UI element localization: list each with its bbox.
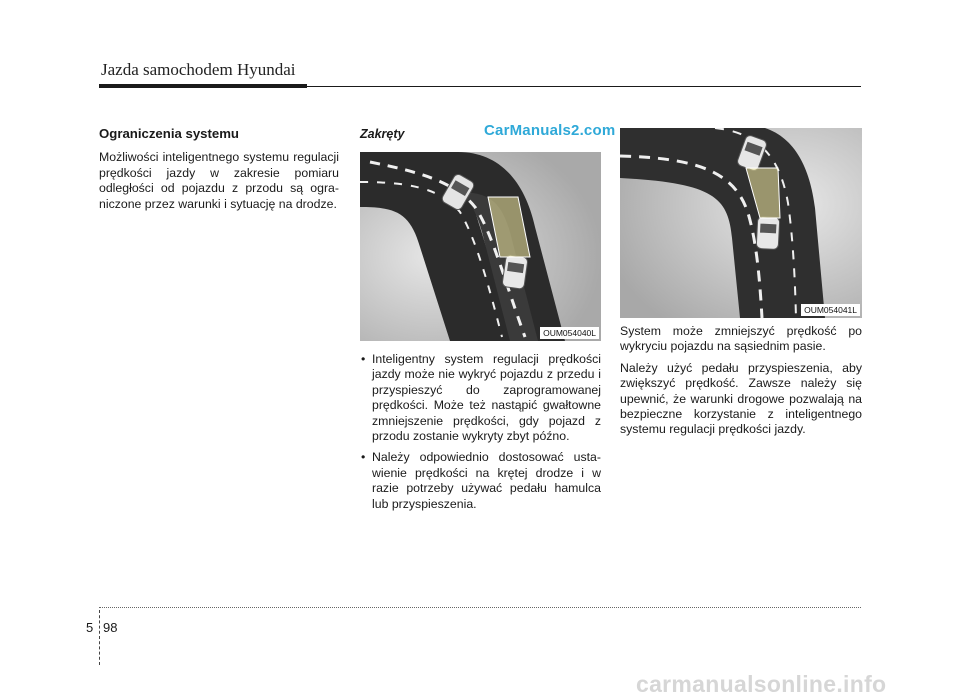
column-3-text — [620, 324, 862, 444]
header-rule-thin — [307, 86, 861, 87]
section-paragraph: Możliwości inteligentnego systemu regulacji prędkości jazdy w zakresie pomiaru odległości od pojazdu z przodu są ograniczone przez warunki i sytuację na drodze. — [99, 150, 339, 211]
bullet-list — [360, 352, 601, 518]
header-title: Jazda samochodem Hyundai — [101, 60, 296, 79]
paragraph: Należy użyć pedału przyspieszenia, aby zwiększyć prędkość. Zawsze należy się upewnić, że warunki drogowe pozwalają na bezpieczne korzystanie z inteligentnego systemu regulacji prędkości jazdy. — [620, 360, 862, 437]
paragraph: System może zmniejszyć prędkość po wykryciu pojazdu na sąsiednim pasie. — [620, 324, 862, 354]
watermark-top[interactable]: CarManuals2.com — [484, 122, 616, 139]
section-heading: Ograniczenia systemu — [99, 126, 239, 141]
page-number: 98 — [103, 620, 118, 635]
watermark-bottom[interactable]: carmanualsonline.info — [636, 671, 887, 697]
column-1 — [99, 126, 339, 218]
bullet-item: • Należy odpowiednio dostosować ustawienie prędkości na krętej drodze i w razie potrzeby używać pedału hamulca lub przyspieszenia. — [360, 450, 601, 512]
figure-code: OUM054041L — [801, 304, 860, 316]
figure-code: OUM054040L — [540, 327, 599, 339]
curve-road-illustration — [360, 152, 601, 341]
figure-curve-road — [360, 152, 601, 341]
own-car — [756, 216, 780, 249]
header-rule — [99, 84, 307, 88]
subheading-curves: Zakręty — [360, 127, 405, 141]
own-car — [502, 255, 528, 290]
section-number: 5 — [86, 620, 94, 635]
adjacent-lane-illustration — [620, 128, 862, 318]
figure-adjacent-lane — [620, 128, 862, 318]
footer-rule — [99, 607, 861, 608]
bullet-item: • Inteligentny system regulacji prędkości jazdy może nie wykryć pojazdu z przedu i przyspieszyć do zaprogramowanej prędkości. Może też nastąpić gwałtowne zmniejszenie prędkości, gdy pojazd z przodu zostanie wykryty zbyt późno. — [360, 352, 601, 444]
footer-divider — [99, 610, 100, 665]
